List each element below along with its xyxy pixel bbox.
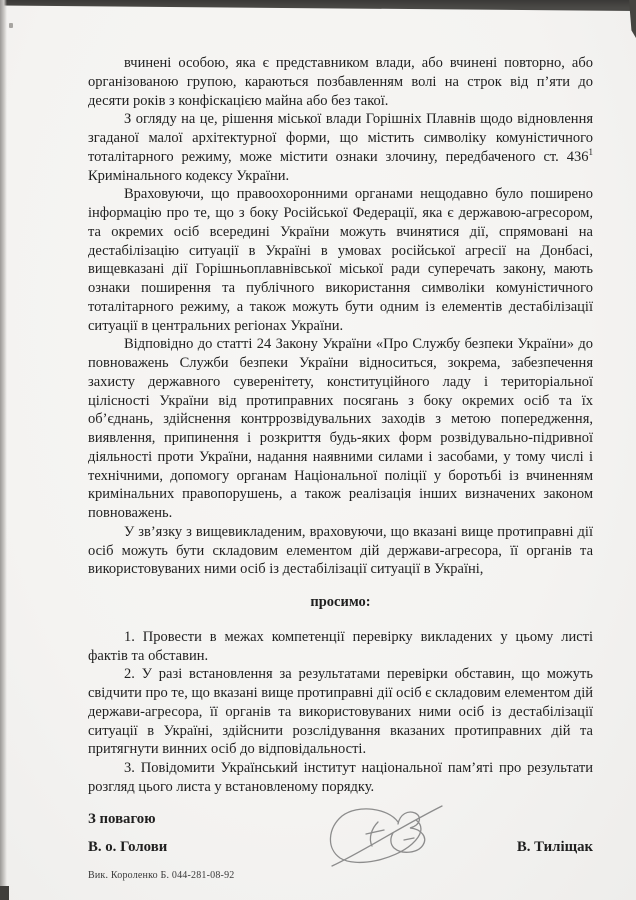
paragraph-text: Кримінального кодексу України. — [88, 167, 290, 184]
signer-title: В. о. Голови — [88, 838, 168, 855]
scan-edge-top — [0, 0, 636, 13]
scan-edge-left — [0, 0, 7, 900]
request-item-2: 2. У разі встановлення за результатами перевірки обставин, що можуть свідчити про те, що вказані вище протиправні дії осіб є складовим елементом дій держави-агресора, її органів та використовуваних ними осіб із дестабілізації ситуації в Україні, здійснити розслідування вказаних протиправних дій та притягнути винних осіб до відповідальності. — [88, 666, 593, 758]
executor-note: Вик. Короленко Б. 044-281-08-92 — [88, 869, 235, 881]
request-heading: просимо: — [310, 594, 371, 610]
signature-row — [88, 838, 593, 857]
scan-corner-bottom-left — [0, 886, 9, 900]
scan-speck — [9, 23, 13, 28]
scan-edge-top-right — [629, 0, 636, 38]
superscript-article-ref: 1 — [588, 146, 593, 157]
paragraph-continuation: вчинені особою, яка є представником влади, або вчинені повторно, або організованою групою, караються позбавленням волі на строк від п’яти до десяти років з конфіскацією майна або без такої. — [88, 55, 593, 109]
letter-body — [88, 54, 593, 882]
request-item-3: 3. Повідомити Український інститут національної пам’яті про результати розгляд цього листа у встановленому порядку. — [88, 760, 593, 795]
paragraph-context: Враховуючи, що правоохоронними органами нещодавно було поширено інформацію про те, що з боку Російської Федерації, яка є державою-агресором, та окремих осіб всередині України можуть вчинятися дії, спрямовані на дестабілізацію ситуації в Україні в умовах російської агресії на Донбасі, вищевказані дії Горішньоплавнівської міської ради суперечать закону, мають ознаки поширення та публічного використання символіки комуністичного тоталітарного режиму, а також можуть бути одним із елементів дестабілізації ситуації в центральних регіонах України. — [88, 186, 593, 334]
signer-name: В. Тиліщак — [516, 838, 593, 855]
closing-salutation: З повагою — [88, 810, 156, 827]
paragraph-text: З огляду на це, рішення міської влади Горішніх Плавнів щодо відновлення згаданої малої архітектурної форми, що містить символіку комуністичного тоталітарного режиму, може містити ознаки злочину, передбаченого ст. 436 — [88, 111, 593, 165]
paragraph-conclusion: У зв’язку з вищевикладеним, враховуючи, що вказані вище протиправні дії осіб можуть бути складовим елементом дій держави-агресора, її органів та використовуваних ними осіб із дестабілізації ситуації в Україні, — [88, 523, 593, 578]
paragraph-legal-qualification — [88, 110, 593, 185]
paragraph-sbu-law: Відповідно до статті 24 Закону України «Про Службу безпеки України» до повноважень Служби безпеки України відноситься, зокрема, забезпечення захисту державного суверенітету, конституційного ладу і територіальної цілісності України від протиправних посягань з боку окремих осіб та їх об’єднань, здійснення контррозвідувальних заходів з метою попередження, виявлення, припинення і розкриття будь-яких форм розвідувально-підривної діяльності проти України, надання наявними силами і засобами, у тому числі і технічними, допомогу органам Національної поліції у боротьбі із вчиненням кримінальних правопорушень, а також реалізація інших визначених законом повноважень. — [88, 336, 593, 521]
request-item-1: 1. Провести в межах компетенції перевірку викладених у цьому листі фактів та обставин. — [88, 628, 593, 664]
